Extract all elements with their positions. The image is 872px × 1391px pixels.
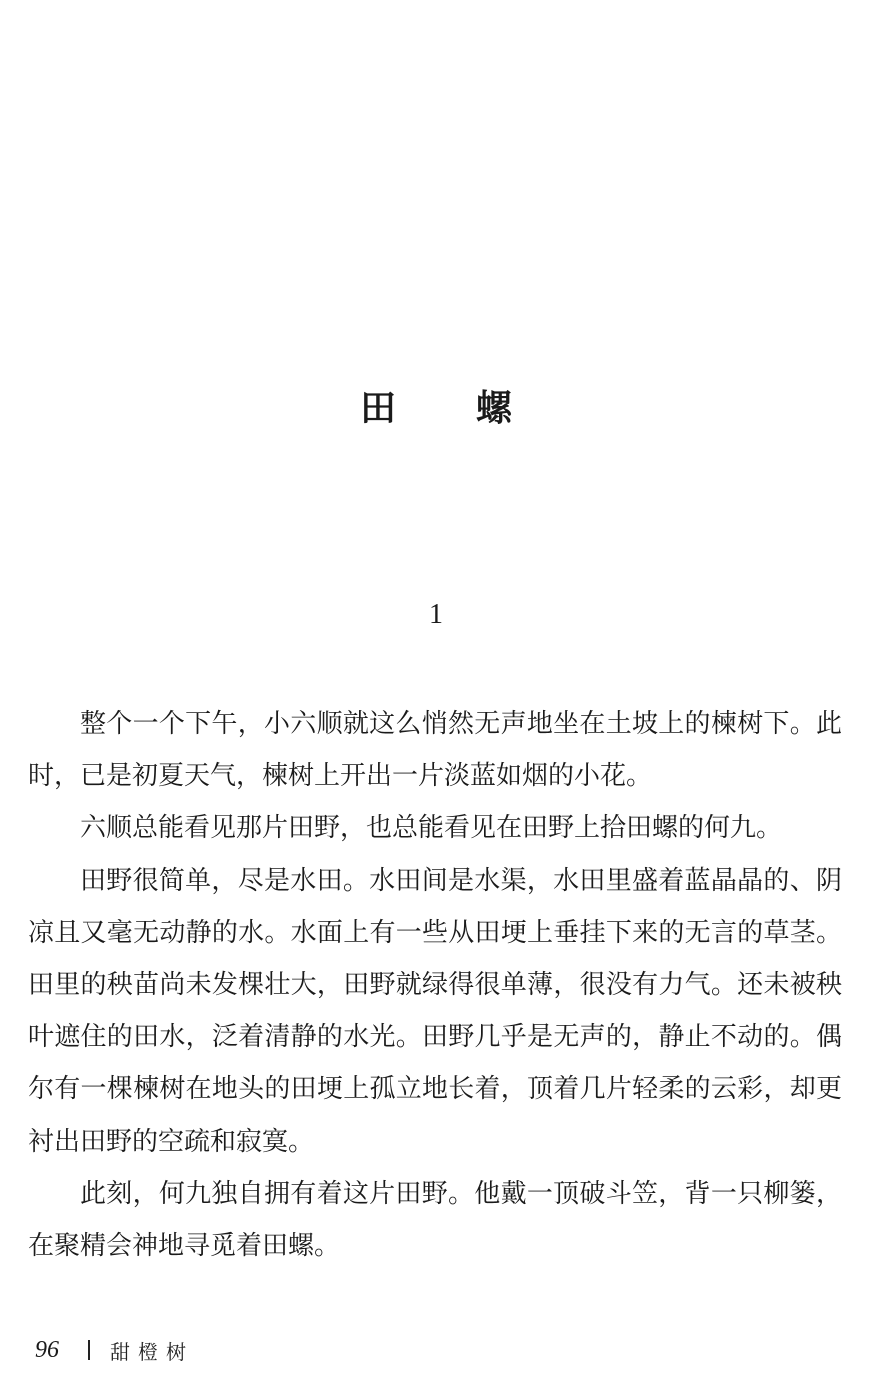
body-text [28, 698, 842, 1272]
section-number: 1 [429, 599, 443, 630]
footer-divider [88, 1340, 90, 1360]
chapter-title [0, 385, 872, 433]
paragraph: 此刻，何九独自拥有着这片田野。他戴一顶破斗笠，背一只柳篓，在聚精会神地寻觅着田螺。 [28, 1178, 842, 1262]
paragraph: 整个一个下午，小六顺就这么悄然无声地坐在土坡上的楝树下。此时，已是初夏天气，楝树上开出一片淡蓝如烟的小花。 [28, 709, 842, 792]
paragraph: 六顺总能看见那片田野，也总能看见在田野上拾田螺的何九。 [80, 813, 783, 844]
page-number: 96 [35, 1336, 59, 1363]
chapter-title-char-1: 田 [359, 388, 396, 429]
page-footer [35, 1334, 194, 1366]
running-book-title: 甜橙树 [110, 1339, 194, 1364]
chapter-title-char-2: 螺 [476, 388, 513, 429]
paragraph: 田野很简单，尽是水田。水田间是水渠，水田里盛着蓝晶晶的、阴凉且又毫无动静的水。水面上有一些从田埂上垂挂下来的无言的草茎。田里的秧苗尚未发棵壮大，田野就绿得很单薄，很没有力气。还未被秧叶遮住的田水，泛着清静的水光。田野几乎是无声的，静止不动的。偶尔有一棵楝树在地头的田埂上孤立地长着，顶着几片轻柔的云彩，却更衬出田野的空疏和寂寞。 [28, 865, 842, 1157]
